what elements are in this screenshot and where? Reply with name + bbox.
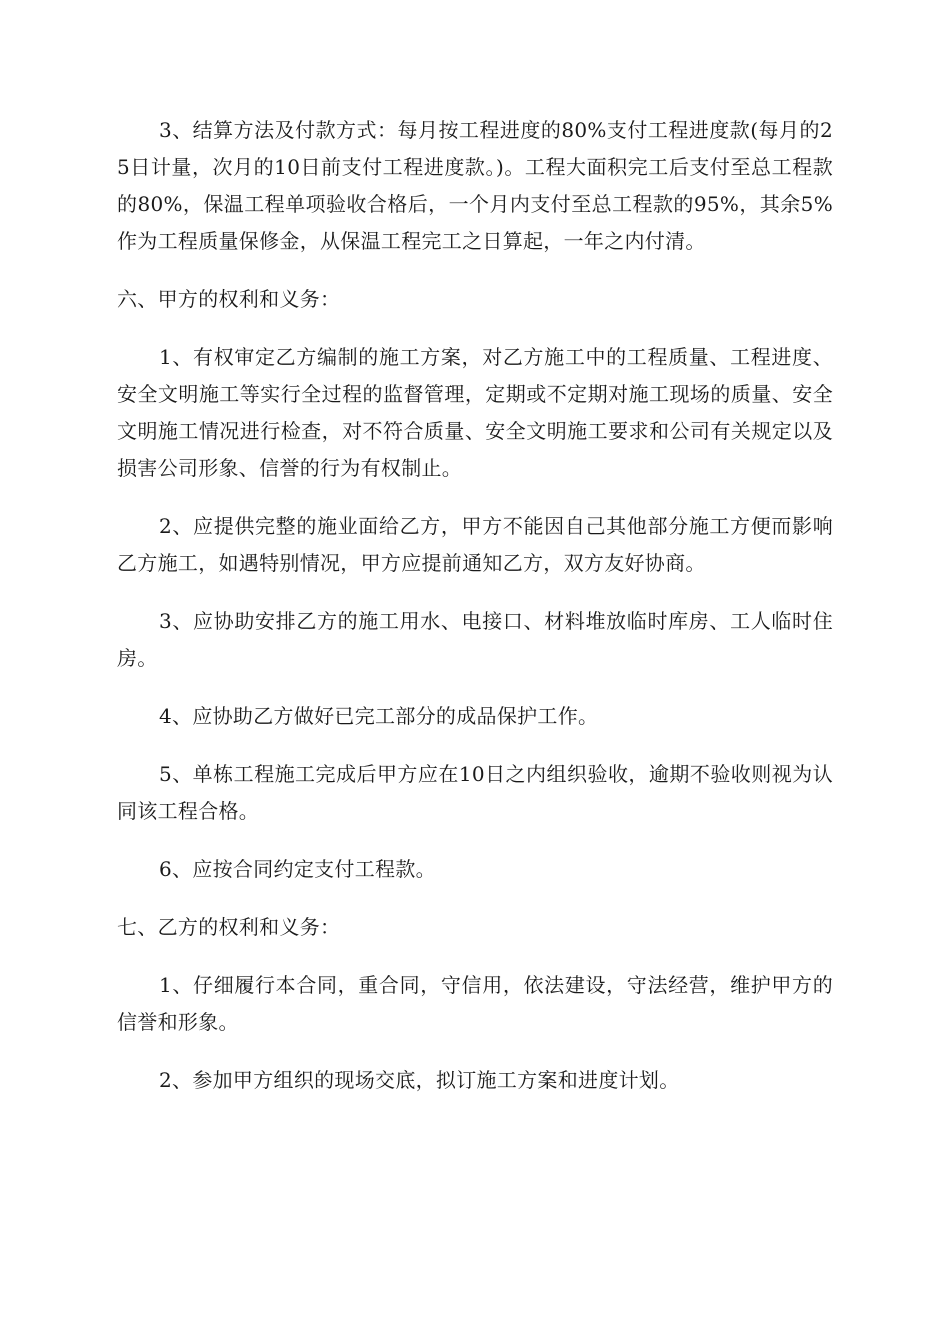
paragraph-party-b-item-1: 1、仔细履行本合同，重合同，守信用，依法建设，守法经营，维护甲方的信誉和形象。 [117,973,833,1034]
paragraph-party-a-item-3: 3、应协助安排乙方的施工用水、电接口、材料堆放临时库房、工人临时住房。 [117,609,833,670]
section-heading-party-a: 六、甲方的权利和义务： [117,287,341,311]
paragraph-party-a-item-6: 6、应按合同约定支付工程款。 [159,857,436,881]
document-page [117,112,833,1120]
paragraph-party-a-item-2: 2、应提供完整的施业面给乙方，甲方不能因自己其他部分施工方便而影响乙方施工，如遇特别情况，甲方应提前通知乙方，双方友好协商。 [117,514,833,575]
paragraph-party-a-item-4: 4、应协助乙方做好已完工部分的成品保护工作。 [159,704,599,728]
paragraph-party-a-item-5: 5、单栋工程施工完成后甲方应在10日之内组织验收，逾期不验收则视为认同该工程合格。 [117,762,833,823]
paragraph-party-b-item-2: 2、参加甲方组织的现场交底，拟订施工方案和进度计划。 [159,1068,680,1092]
paragraph-party-a-item-1: 1、有权审定乙方编制的施工方案，对乙方施工中的工程质量、工程进度、安全文明施工等实行全过程的监督管理，定期或不定期对施工现场的质量、安全文明施工情况进行检查，对不符合质量、安全文明施工要求和公司有关规定以及损害公司形象、信誉的行为有权制止。 [117,345,833,480]
paragraph-settlement-payment: 3、结算方法及付款方式：每月按工程进度的80%支付工程进度款(每月的25日计量，次月的10日前支付工程进度款。)。工程大面积完工后支付至总工程款的80%，保温工程单项验收合格后，一个月内支付至总工程款的95%，其余5%作为工程质量保修金，从保温工程完工之日算起，一年之内付清。 [117,118,833,253]
section-heading-party-b: 七、乙方的权利和义务： [117,915,341,939]
